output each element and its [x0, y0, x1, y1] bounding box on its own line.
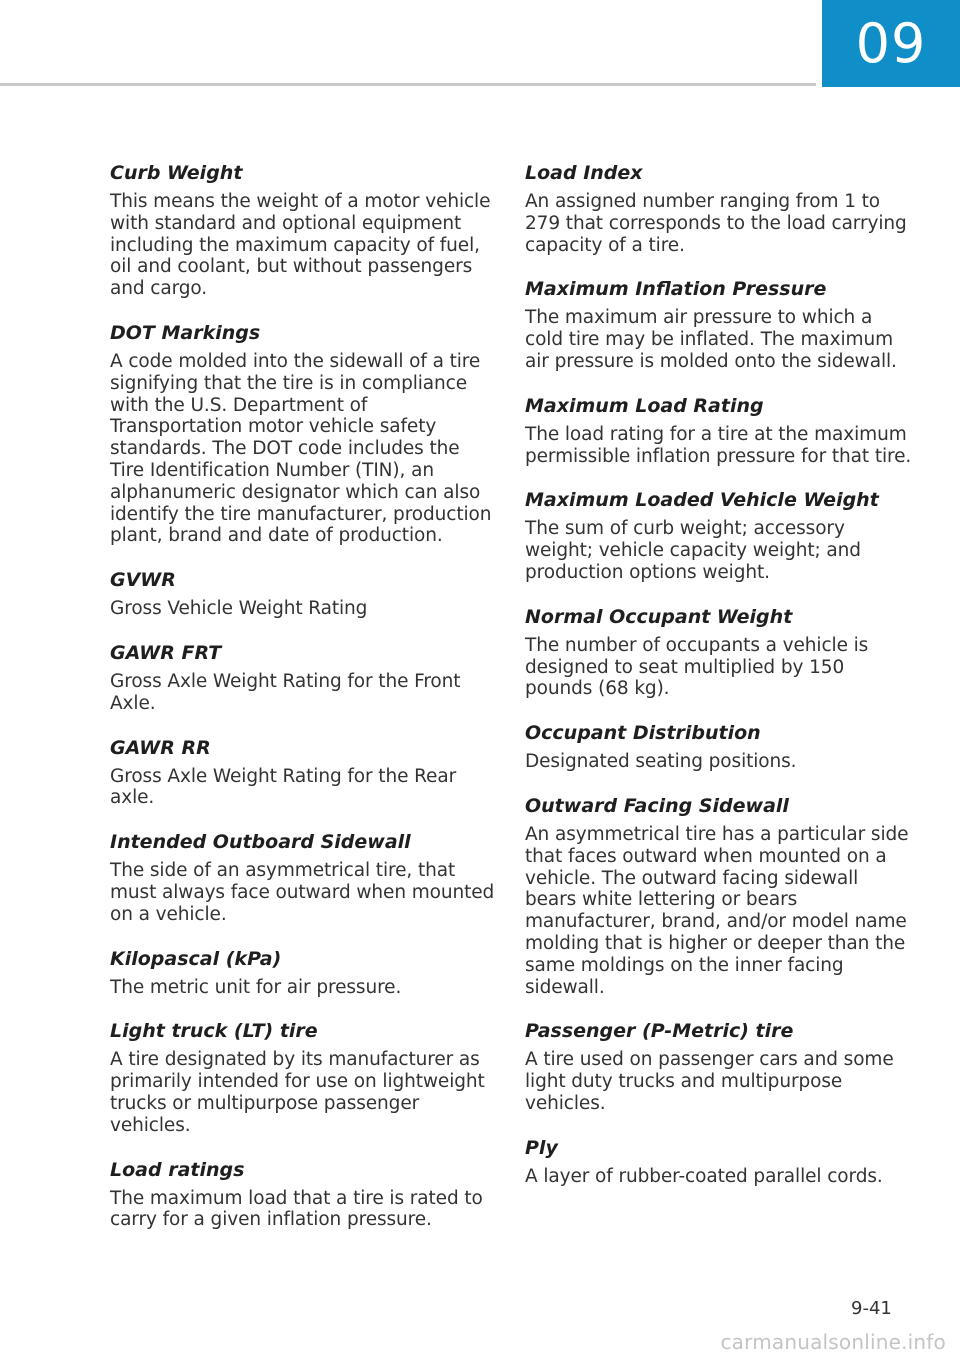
glossary-definition: The side of an asymmetrical tire, that must always face outward when mounted on a vehicle.	[110, 860, 495, 925]
glossary-definition: Designated seating positions.	[525, 751, 797, 773]
glossary-definition: An asymmetrical tire has a particular side that faces outward when mounted on a vehicle. The outward facing sidewall bears white lettering or bears manufacturer, brand, and/or model name molding that is higher or deeper than the same moldings on the inner facing sidewall.	[525, 823, 909, 998]
header-rule	[0, 83, 816, 86]
glossary-definition: The number of occupants a vehicle is designed to seat multiplied by 150 pounds (68 kg).	[525, 634, 869, 700]
glossary-term: Load Index	[525, 162, 643, 184]
glossary-entry	[525, 793, 915, 998]
page-number: 9-41	[851, 1298, 892, 1319]
glossary-entry	[110, 1018, 495, 1136]
glossary-term: Outward Facing Sidewall	[525, 794, 789, 817]
glossary-term: Light truck (LT) tire	[110, 1020, 318, 1043]
glossary-term: Ply	[525, 1136, 558, 1159]
glossary-definition: This means the weight of a motor vehicle with standard and optional equipment including the maximum capacity of fuel, oil and coolant, but without passengers and cargo.	[110, 191, 491, 300]
glossary-term: DOT Markings	[110, 321, 261, 344]
glossary-entry	[110, 567, 495, 620]
glossary-definition: The maximum load that a tire is rated to carry for a given inflation pressure.	[110, 1187, 483, 1231]
glossary-term: Passenger (P-Metric) tire	[525, 1020, 794, 1043]
glossary-definition: The maximum air pressure to which a cold tire may be inflated. The maximum air pressure is molded onto the sidewall.	[525, 307, 897, 372]
glossary-definition: The load rating for a tire at the maximum permissible inflation pressure for that tire.	[525, 423, 912, 467]
glossary-entry	[110, 640, 495, 715]
glossary-term: Load ratings	[110, 1158, 245, 1181]
glossary-term: Maximum Inflation Pressure	[525, 278, 827, 301]
glossary-term: Maximum Loaded Vehicle Weight	[525, 489, 879, 512]
glossary-entry	[525, 393, 915, 468]
glossary-definition: Gross Vehicle Weight Rating	[110, 598, 368, 620]
glossary-entry	[525, 720, 915, 773]
glossary-term: Kilopascal (kPa)	[110, 947, 282, 970]
glossary-entry	[525, 1018, 915, 1114]
glossary-definition: An assigned number ranging from 1 to 279 that corresponds to the load carrying capacity of a tire.	[525, 191, 907, 256]
watermark-text: carmanualsonline.info	[720, 1330, 946, 1354]
right-column	[525, 160, 915, 1208]
glossary-definition: Gross Axle Weight Rating for the Front Axle.	[110, 670, 461, 714]
left-column	[110, 160, 495, 1251]
glossary-term: Intended Outboard Sidewall	[110, 831, 411, 854]
glossary-entry	[525, 604, 915, 700]
glossary-term: GVWR	[110, 569, 176, 592]
glossary-definition: A tire designated by its manufacturer as primarily intended for use on lightweight trucks or multipurpose passenger vehicles.	[110, 1049, 485, 1136]
glossary-entry	[110, 160, 495, 300]
glossary-term: Curb Weight	[110, 162, 243, 184]
glossary-entry	[110, 946, 495, 999]
glossary-entry	[110, 829, 495, 925]
glossary-definition: Gross Axle Weight Rating for the Rear axle.	[110, 765, 457, 809]
glossary-definition: A code molded into the sidewall of a tire signifying that the tire is in compliance with the U.S. Department of Transportation motor vehicle safety standards. The DOT code includes the Tire Identification Number (TIN), an alphanumeric designator which can also identify the tire manufacturer, production plant, brand and date of production.	[110, 350, 492, 547]
glossary-entry	[525, 276, 915, 372]
glossary-term: Maximum Load Rating	[525, 394, 764, 417]
glossary-term: GAWR RR	[110, 736, 211, 759]
glossary-entry	[525, 160, 915, 256]
glossary-entry	[110, 735, 495, 810]
glossary-definition: A tire used on passenger cars and some light duty trucks and multipurpose vehicles.	[525, 1049, 894, 1114]
glossary-term: Normal Occupant Weight	[525, 605, 793, 628]
glossary-definition: The metric unit for air pressure.	[110, 976, 402, 998]
glossary-entry	[525, 487, 915, 583]
glossary-definition: The sum of curb weight; accessory weight; vehicle capacity weight; and production options weight.	[525, 518, 861, 583]
glossary-entry	[525, 1135, 915, 1188]
chapter-tab: 09	[822, 0, 960, 87]
glossary-entry	[110, 1157, 495, 1232]
glossary-term: GAWR FRT	[110, 641, 222, 664]
glossary-term: Occupant Distribution	[525, 722, 761, 745]
glossary-definition: A layer of rubber-coated parallel cords.	[525, 1165, 883, 1187]
glossary-entry	[110, 320, 495, 547]
